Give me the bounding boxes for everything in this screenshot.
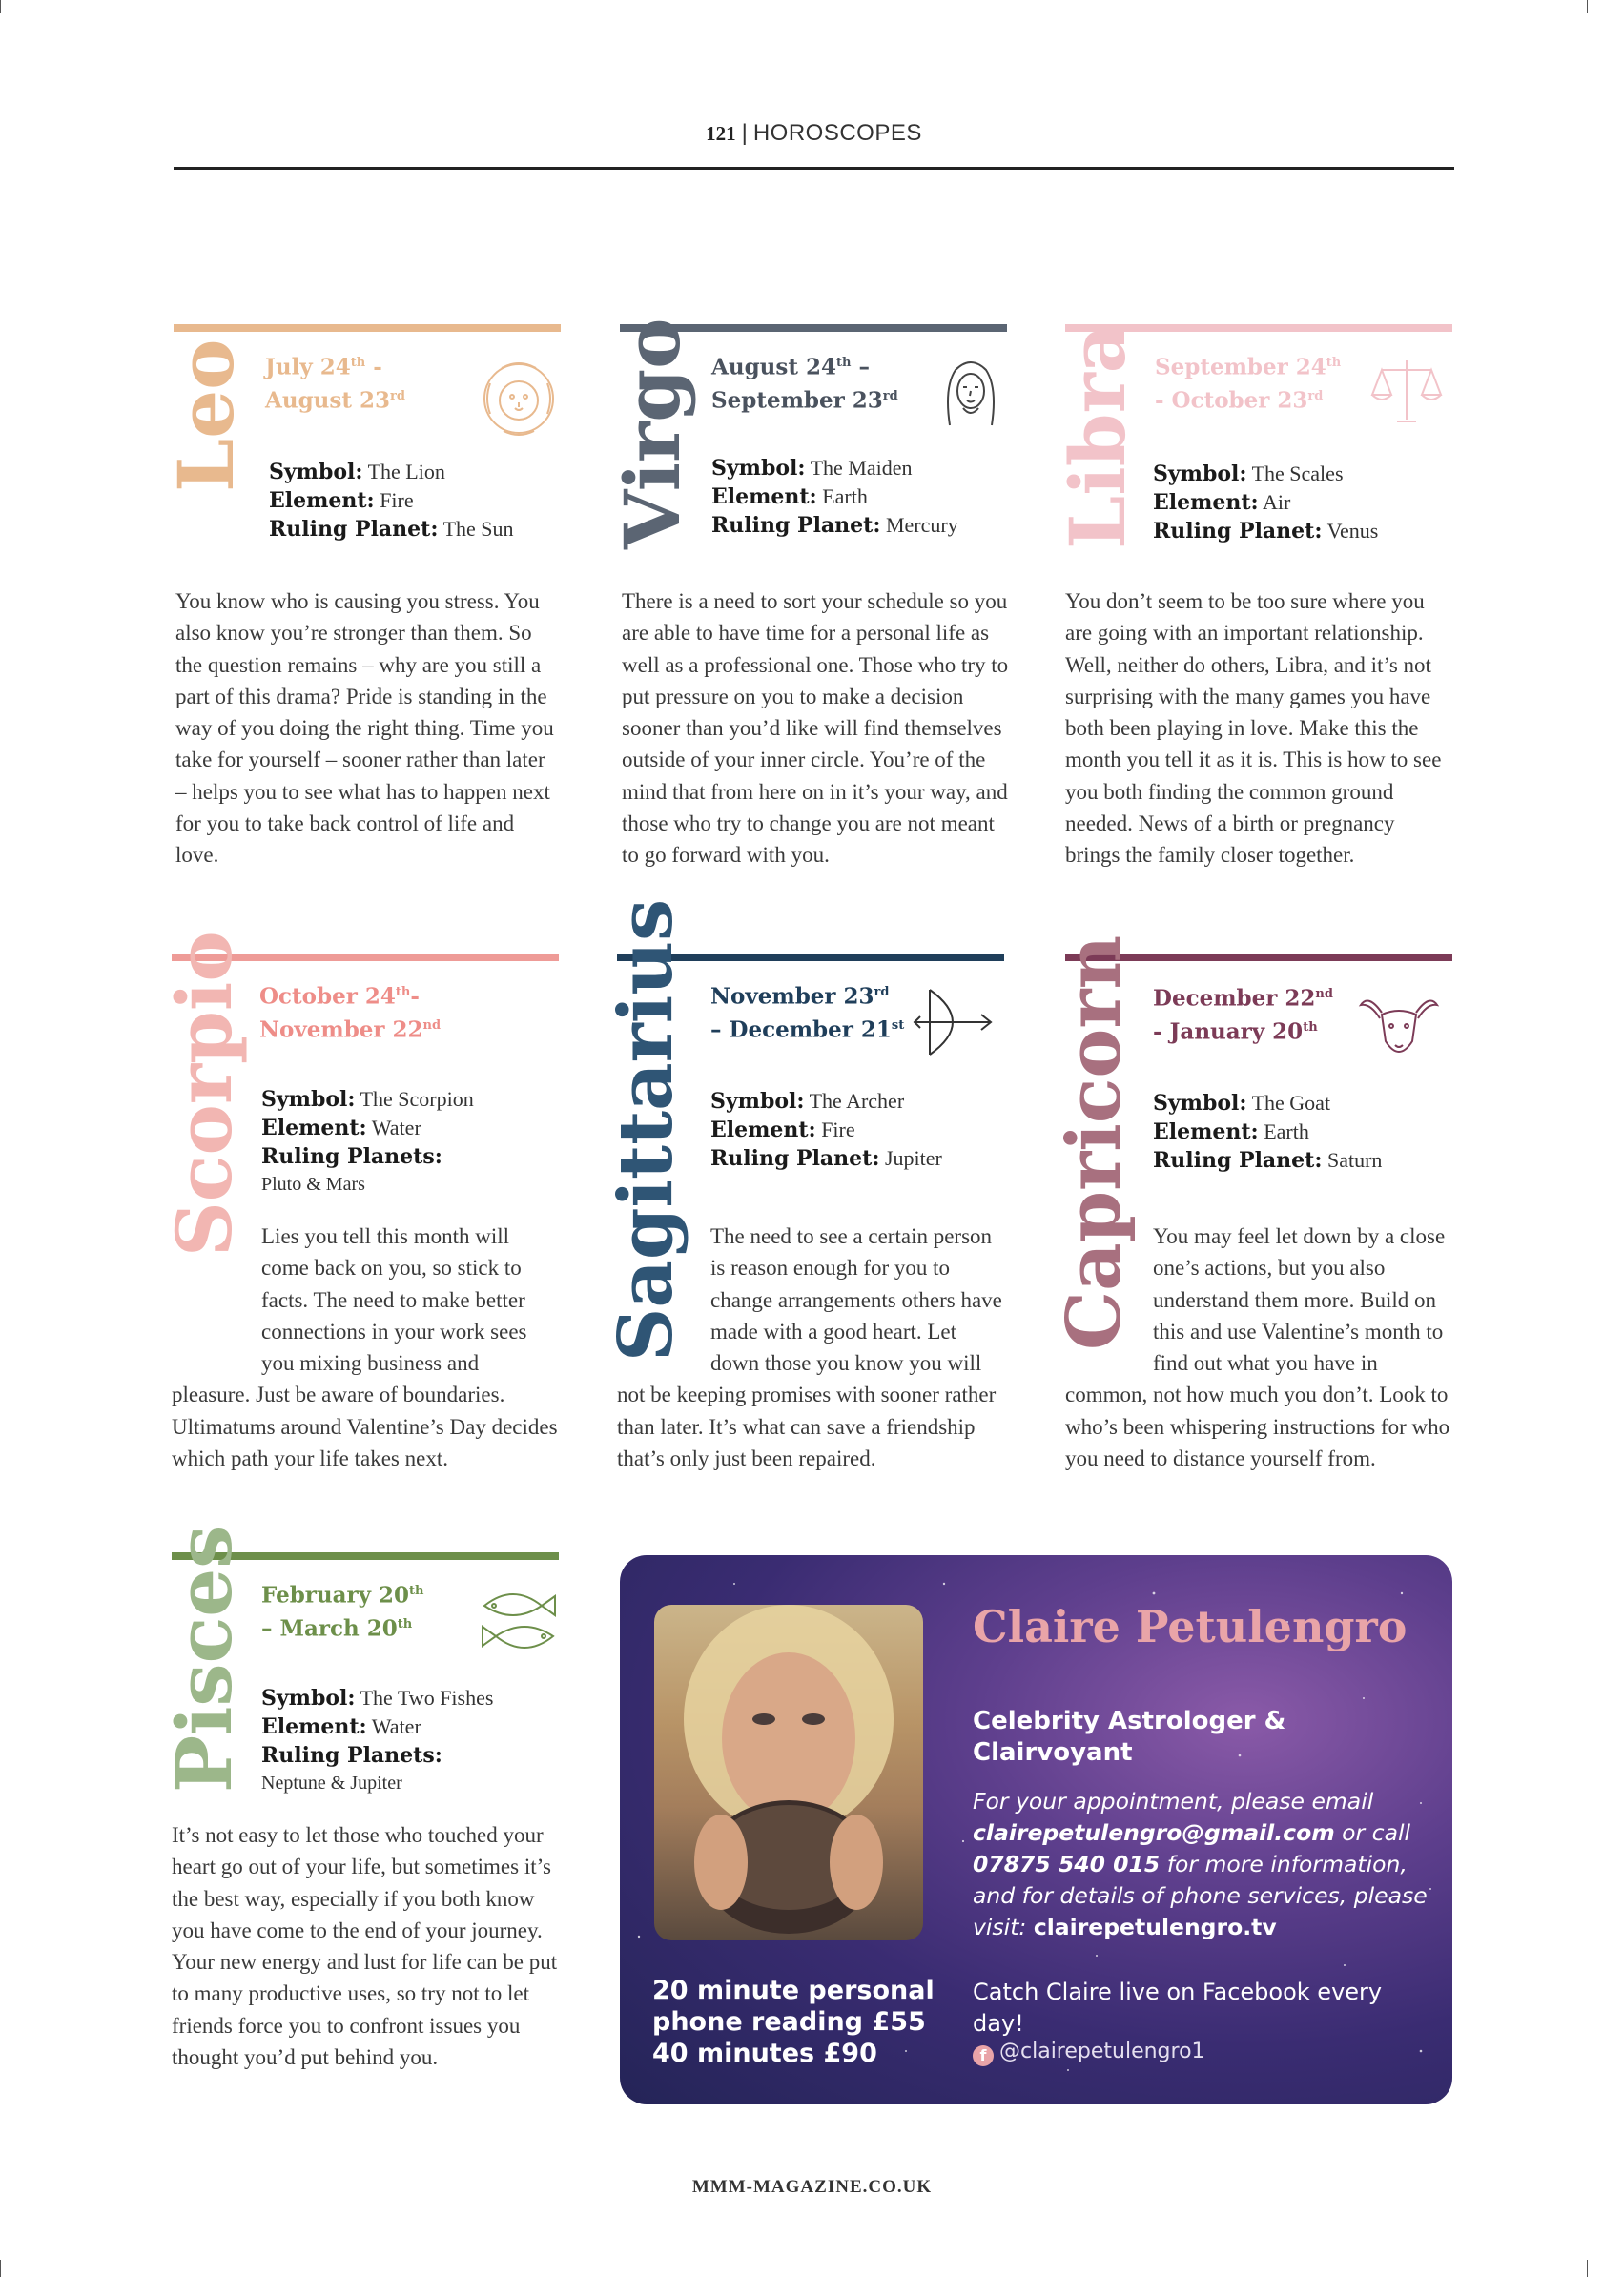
facebook-icon: f [973, 2045, 994, 2066]
sign-name-vertical: Virgo [607, 318, 697, 549]
sign-facts: Symbol: The Scorpion Element: Water Ruling Planets: Pluto & Mars [261, 1087, 474, 1195]
sign-dates: December 22nd - January 20th [1153, 985, 1333, 1045]
sign-facts: Symbol: The Lion Element: Fire Ruling Planet: The Sun [269, 460, 514, 542]
maiden-icon [927, 349, 1015, 437]
sign-capricorn [1051, 934, 1452, 1526]
astrologer-name: Claire Petulengro [973, 1601, 1408, 1652]
horoscope-text: You don’t seem to be too sure where you are going with an important relationship. Well, neither do others, Libra, and it’s not surprising with the many games you have both been playing in love. Make this the month you tell it as it is. This is how to see you both finding the common ground needed. News of a birth or pregnancy brings the family closer together. [1065, 589, 1442, 868]
bow-and-arrow-icon [909, 978, 997, 1066]
goat-icon [1355, 984, 1443, 1072]
sign-leo [161, 324, 561, 915]
crop-mark [1587, 0, 1588, 13]
sign-dates: February 20th – March 20th [261, 1582, 424, 1642]
horoscope-text: The need to see a certain person is reason enough for you to change arrangements others have made with a good heart. Let down those you know you will not be keeping promises with sooner rather than later. It’s what can save a friendship that’s only just been repaired. [617, 1224, 1002, 1471]
header-separator: | [741, 120, 748, 146]
horoscope-text: There is a need to sort your schedule so you are able to have time for a personal life as well as a professional one. Those who try to put pressure on you to make a decision sooner than you’d like will find themselves outside of your inner circle. You’re of the mind that from here on in it’s your way, and those who try to change you are not meant to go forward with you. [622, 589, 1009, 868]
contact-info: For your appointment, please email clairepetulengro@gmail.com or call 07875 540 015 for more information, and for details of phone services, please visit: clairepetulengro.tv [973, 1788, 1428, 1940]
sign-name-vertical: Capricorn [1051, 934, 1138, 1350]
crop-mark [1587, 2260, 1588, 2277]
sign-name-vertical: Leo [161, 338, 251, 492]
sign-name-vertical: Sagittarius [603, 899, 689, 1362]
sign-facts: Symbol: The Scales Element: Air Ruling Planet: Venus [1153, 462, 1379, 544]
sign-dates: October 24th- November 22nd [259, 983, 442, 1043]
astrologer-photo [654, 1605, 923, 1940]
sign-dates: August 24th – September 23rd [711, 354, 898, 414]
sign-facts: Symbol: The Two Fishes Element: Water Ruling Planets: Neptune & Jupiter [261, 1686, 494, 1794]
horoscope-text: You may feel let down by a close one’s actions, but you also understand them more. Build on this and use Valentine’s month to find out what you have in common, not how much you don’t. Look to who’s been whispering instructions for who you need to distance yourself from. [1065, 1224, 1450, 1471]
crop-mark [0, 2260, 1, 2277]
crop-mark [0, 0, 1, 13]
sign-pisces [159, 1525, 559, 2115]
sign-name-vertical: Scorpio [159, 931, 249, 1257]
sign-dates: November 23rd – December 21st [710, 983, 905, 1043]
sign-sagittarius [603, 899, 1004, 1526]
facebook-promo: Catch Claire live on Facebook every day! [973, 1979, 1383, 2037]
email-link[interactable]: clairepetulengro@gmail.com [973, 1819, 1335, 1846]
sign-virgo [607, 318, 1009, 915]
horoscope-text: It’s not easy to let those who touched your heart go out of your life, but sometimes it’s the best way, especially if you both know you have come to the end of your journey. Your new energy and lust for life can be put to many productive uses, so try not to let friends force you to confront issues you thought you’d put behind you. [172, 1823, 558, 2070]
phone-number[interactable]: 07875 540 015 [973, 1851, 1161, 1877]
sign-dates: September 24th - October 23rd [1155, 354, 1342, 414]
horoscope-text: You know who is causing you stress. You also know you’re stronger than them. So the question remains – why are you still a part of this drama? Pride is standing in the way of you doing the right thing. Time you take for yourself – sooner rather than later – helps you to see what has to happen next for you to take back control of life and love. [175, 589, 554, 868]
sign-rule [174, 324, 561, 332]
sign-libra [1053, 323, 1452, 915]
sign-name-vertical: Libra [1053, 323, 1142, 549]
sign-dates: July 24th - August 23rd [265, 354, 405, 414]
sign-name-vertical: Pisces [159, 1525, 249, 1793]
section-title: HOROSCOPES [752, 120, 922, 146]
page-header [174, 120, 1454, 170]
astrologer-role: Celebrity Astrologer & Clairvoyant [973, 1707, 1286, 1767]
footer-site: MMM-MAGAZINE.CO.UK [691, 2177, 933, 2197]
horoscope-text: Lies you tell this month will come back on you, so stick to facts. The need to make better connections in your work sees you mixing business and pleasure. Just be aware of boundaries. Ultimatums around Valentine’s Day decides which path your life takes next. [172, 1224, 558, 1471]
sign-scorpio [159, 931, 559, 1526]
facebook-handle[interactable]: f @clairepetulengro1 [973, 2040, 1205, 2066]
lion-icon [475, 355, 563, 442]
scales-icon [1363, 347, 1450, 435]
two-fishes-icon [475, 1577, 563, 1665]
sign-facts: Symbol: The Maiden Element: Earth Ruling Planet: Mercury [711, 456, 958, 538]
page-number: 121 [706, 122, 736, 145]
website-link[interactable]: clairepetulengro.tv [1033, 1914, 1277, 1940]
price-info: 20 minute personal phone reading £55 40 minutes £90 [652, 1976, 935, 2068]
sign-facts: Symbol: The Archer Element: Fire Ruling Planet: Jupiter [710, 1089, 942, 1171]
astrologer-advert [620, 1555, 1452, 2104]
sign-facts: Symbol: The Goat Element: Earth Ruling Planet: Saturn [1153, 1091, 1383, 1173]
